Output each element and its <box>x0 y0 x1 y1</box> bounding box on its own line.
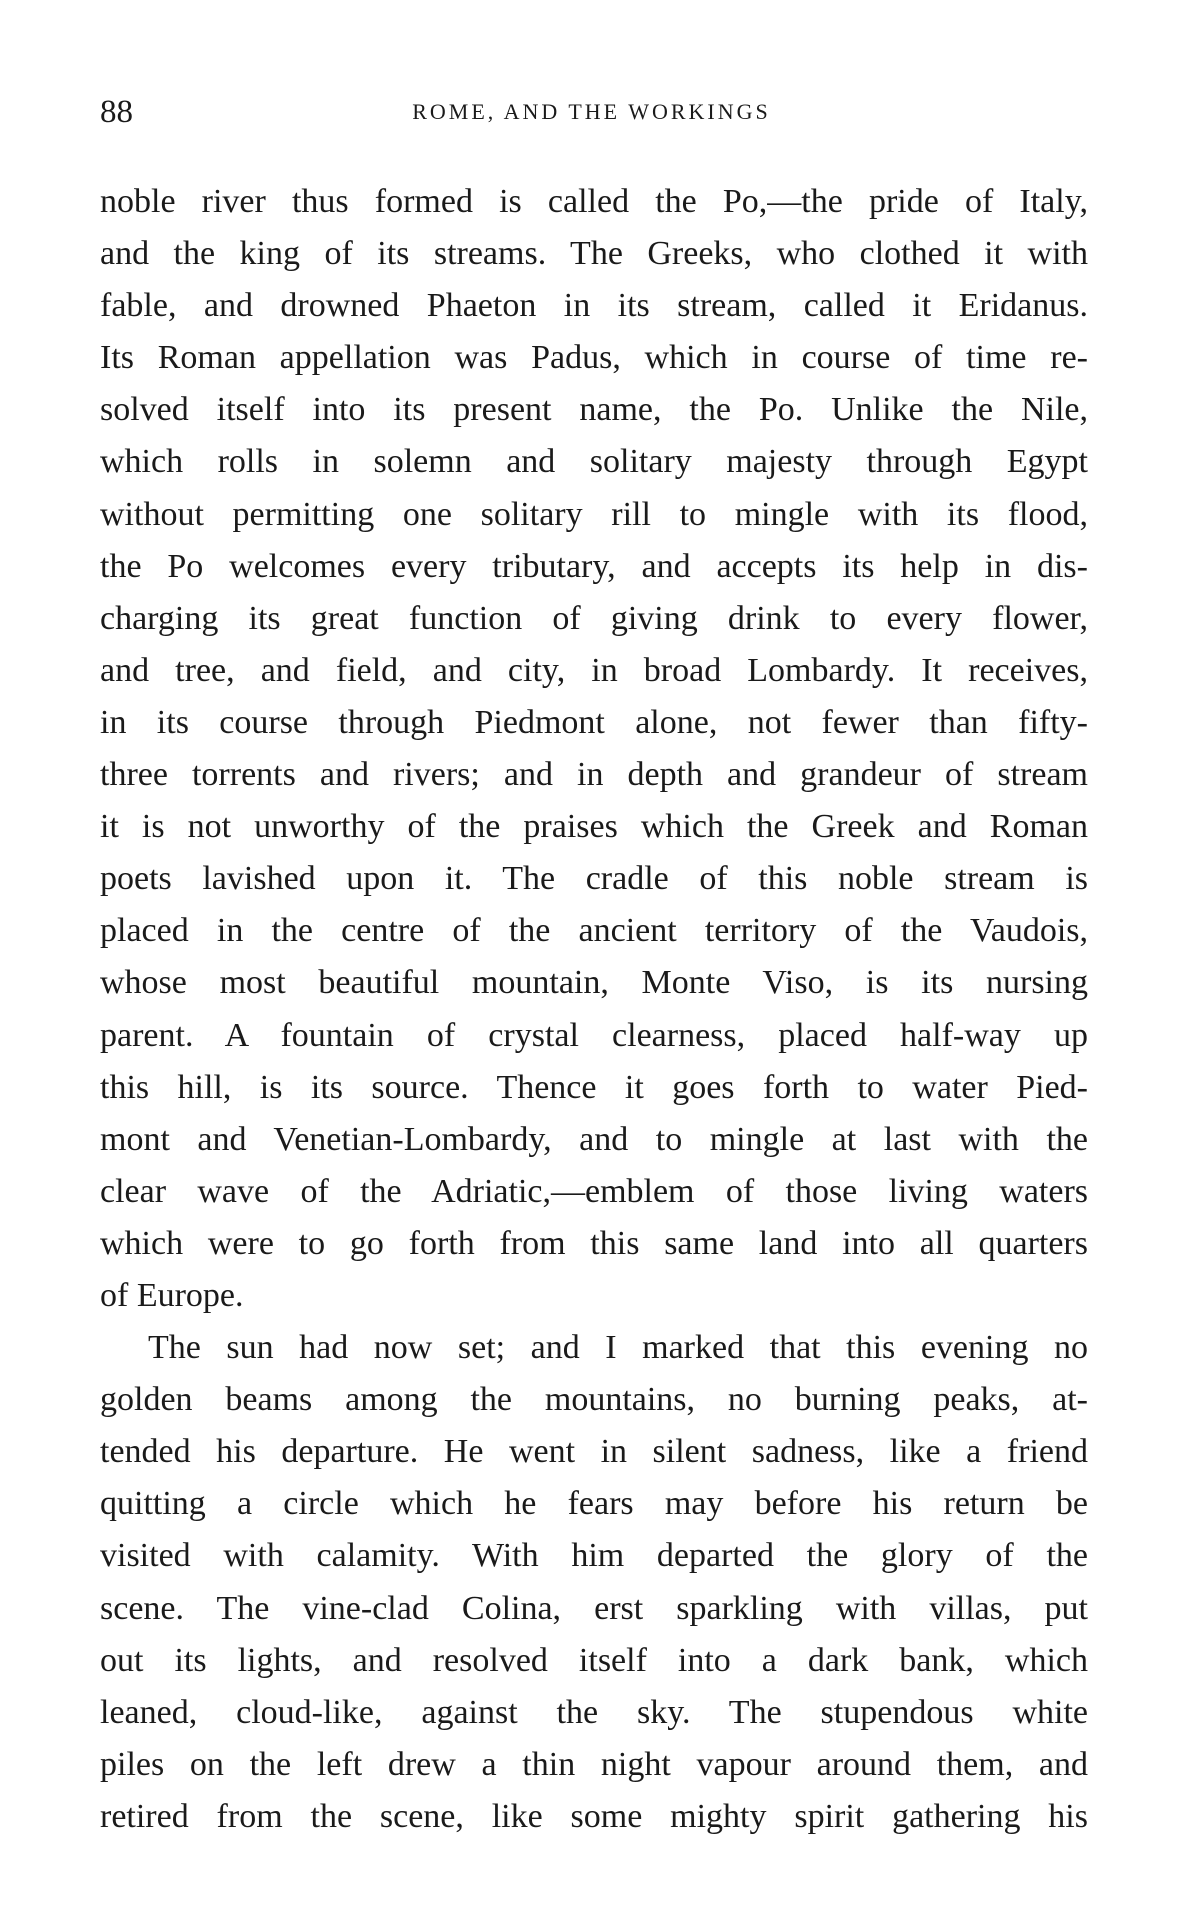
text-line: Its Roman appellation was Padus, which in course of time re- <box>100 339 1088 377</box>
text-line: the Po welcomes every tributary, and accepts its help in dis- <box>100 547 1088 585</box>
text-line: quitting a circle which he fears may before his return be <box>100 1485 1088 1523</box>
paragraph <box>100 1322 1088 1843</box>
text-line: this hill, is its source. Thence it goes forth to water Pied- <box>100 1068 1088 1106</box>
text-line: in its course through Piedmont alone, not fewer than fifty- <box>100 703 1088 741</box>
text-line: of Europe. <box>100 1276 244 1314</box>
running-head <box>100 92 1083 132</box>
running-title: ROME, AND THE WORKINGS <box>412 99 771 124</box>
text-line: which were to go forth from this same land into all quarters <box>100 1224 1088 1262</box>
page-number: 88 <box>100 94 133 130</box>
text-line: poets lavished upon it. The cradle of this noble stream is <box>100 860 1088 898</box>
text-line: which rolls in solemn and solitary majesty through Egypt <box>100 443 1088 481</box>
text-line: The sun had now set; and I marked that this evening no <box>148 1329 1088 1367</box>
text-line: fable, and drowned Phaeton in its stream, called it Eridanus. <box>100 287 1088 325</box>
text-line: solved itself into its present name, the Po. Unlike the Nile, <box>100 391 1088 429</box>
text-line: out its lights, and resolved itself into a dark bank, which <box>100 1641 1088 1679</box>
text-line: retired from the scene, like some mighty spirit gathering his <box>100 1797 1088 1835</box>
text-line: noble river thus formed is called the Po,—the pride of Italy, <box>100 183 1088 220</box>
text-line: three torrents and rivers; and in depth and grandeur of stream <box>100 756 1088 794</box>
paragraph <box>100 176 1088 1322</box>
text-line: leaned, cloud-like, against the sky. The stupendous white <box>100 1693 1088 1731</box>
text-line: visited with calamity. With him departed the glory of the <box>100 1537 1088 1575</box>
text-line: whose most beautiful mountain, Monte Viso, is its nursing <box>100 964 1088 1002</box>
text-line: piles on the left drew a thin night vapour around them, and <box>100 1745 1088 1783</box>
text-line: charging its great function of giving drink to every flower, <box>100 599 1088 637</box>
text-line: and the king of its streams. The Greeks, who clothed it with <box>100 235 1088 273</box>
text-line: clear wave of the Adriatic,—emblem of those living waters <box>100 1172 1088 1210</box>
text-line: mont and Venetian-Lombardy, and to mingle at last with the <box>100 1120 1088 1158</box>
text-line: without permitting one solitary rill to mingle with its flood, <box>100 495 1088 533</box>
text-line: scene. The vine-clad Colina, erst sparkling with villas, put <box>100 1589 1088 1627</box>
text-line: golden beams among the mountains, no burning peaks, at- <box>100 1381 1088 1419</box>
text-line: it is not unworthy of the praises which the Greek and Roman <box>100 808 1088 846</box>
text-line: tended his departure. He went in silent sadness, like a friend <box>100 1433 1088 1471</box>
text-line: and tree, and field, and city, in broad Lombardy. It receives, <box>100 651 1088 689</box>
body-text <box>100 176 1088 1843</box>
text-line: parent. A fountain of crystal clearness, placed half-way up <box>100 1016 1088 1054</box>
text-line: placed in the centre of the ancient territory of the Vaudois, <box>100 912 1088 950</box>
